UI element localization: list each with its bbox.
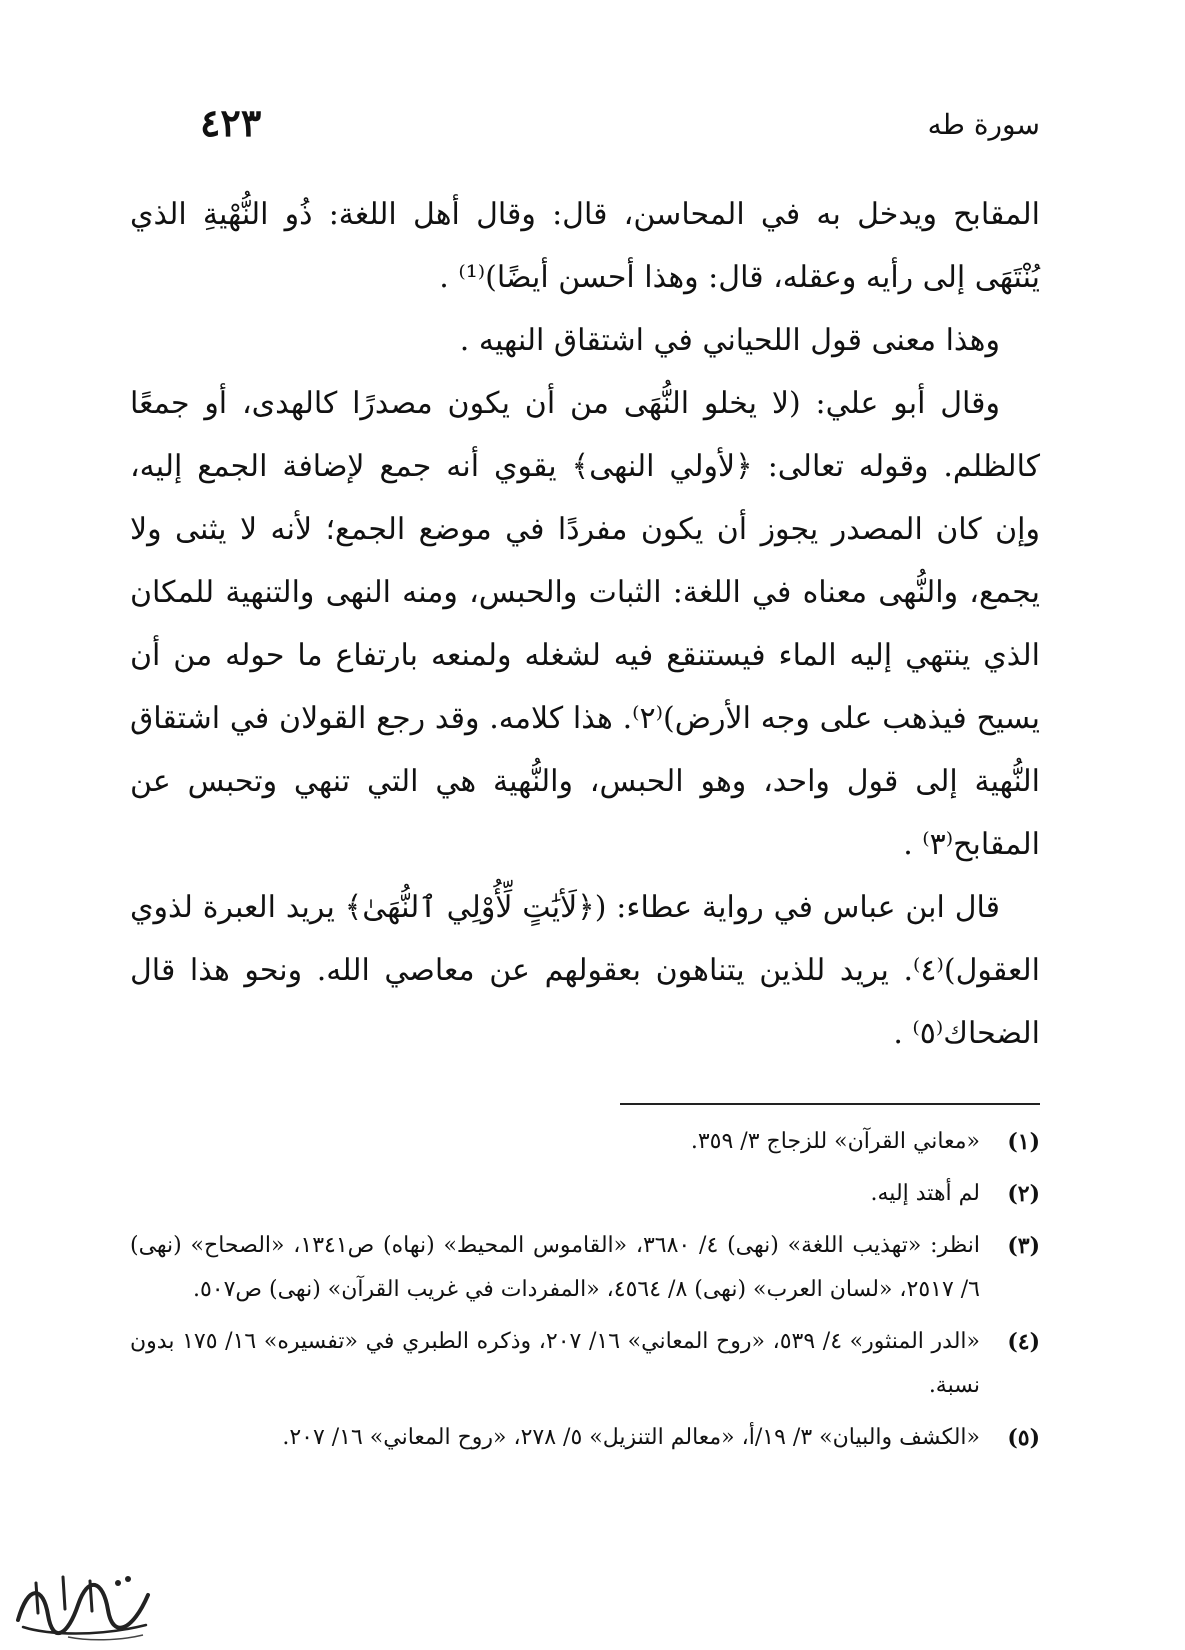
footnotes — [130, 1120, 1040, 1468]
footnote — [130, 1120, 1040, 1164]
footnote-number: (٤) — [1007, 1329, 1040, 1355]
page-header — [150, 100, 1040, 160]
footnote-number: (٢) — [1007, 1181, 1040, 1207]
paragraph: وقال أبو علي: (لا يخلو النُّهَى من أن يكون مصدرًا كالهدى، أو جمعًا كالظلم. وقوله تعالى: ﴿لأولي النهى﴾ يقوي أنه جمع لإضافة الجمع إليه، وإن كان المصدر يجوز أن يكون مفردًا في موضع الجمع؛ لأنه لا يثنى ولا يجمع، والنُّهى معناه في اللغة: الثبات والحبس، ومنه النهى والتنهية للمكان الذي ينتهي إليه الماء فيستنقع فيه لشغله ولمنعه بارتفاع ما حوله من أن يسيح فيذهب على وجه الأرض)⁽٢⁾. هذا كلامه. وقد رجع القولان في اشتقاق النُّهية إلى قول واحد، وهو الحبس، والنُّهية هي التي تنهي وتحبس عن المقابح⁽٣⁾ . — [130, 386, 1040, 862]
footnote-number: (٣) — [1007, 1233, 1040, 1259]
footnote-text: «الكشف والبيان» ٣/ ١٩/أ، «معالم التنزيل» ٥/ ٢٧٨، «روح المعاني» ١٦/ ٢٠٧. — [282, 1425, 980, 1450]
footnote — [130, 1416, 1040, 1460]
footnote-text: انظر: «تهذيب اللغة» (نهى) ٤/ ٣٦٨٠، «القاموس المحيط» (نهاه) ص١٣٤١، «الصحاح» (نهى) ٦/ ٢٥١٧، «لسان العرب» (نهى) ٨/ ٤٥٦٤، «المفردات في غريب القرآن» (نهى) ص٥٠٧. — [130, 1233, 980, 1302]
footnote-number: (١) — [1007, 1129, 1040, 1155]
footnote — [130, 1224, 1040, 1312]
page-number: ٤٢٣ — [200, 100, 262, 145]
footnote-divider — [620, 1103, 1040, 1105]
footnote-text: «الدر المنثور» ٤/ ٥٣٩، «روح المعاني» ١٦/ ٢٠٧، وذكره الطبري في «تفسيره» ١٦/ ١٧٥ بدون نسبة. — [130, 1329, 981, 1398]
footnote-text: لم أهتد إليه. — [870, 1181, 980, 1206]
surah-name: سورة طه — [927, 108, 1040, 141]
footnote-number: (٥) — [1007, 1425, 1040, 1451]
calligraphy-stamp-icon — [8, 1565, 158, 1643]
footnote — [130, 1172, 1040, 1216]
paragraph: المقابح ويدخل به في المحاسن، قال: وقال أهل اللغة: ذُو النُّهْيةِ الذي يُنْتَهَى إلى رأيه وعقله، قال: وهذا أحسن أيضًا)⁽¹⁾ . — [130, 197, 1040, 295]
main-text — [130, 183, 1040, 1065]
paragraph: وهذا معنى قول اللحياني في اشتقاق النهيه . — [459, 323, 1000, 358]
paragraph: قال ابن عباس في رواية عطاء: (﴿لَأيَٰتٍ لِّأُوْلِي ٱلنُّهَىٰ﴾ يريد العبرة لذوي العقول)⁽٤⁾. يريد للذين يتناهون بعقولهم عن معاصي الله. ونحو هذا قال الضحاك⁽٥⁾ . — [130, 890, 1040, 1051]
footnote — [130, 1320, 1040, 1408]
footnote-text: «معاني القرآن» للزجاج ٣/ ٣٥٩. — [690, 1129, 980, 1154]
